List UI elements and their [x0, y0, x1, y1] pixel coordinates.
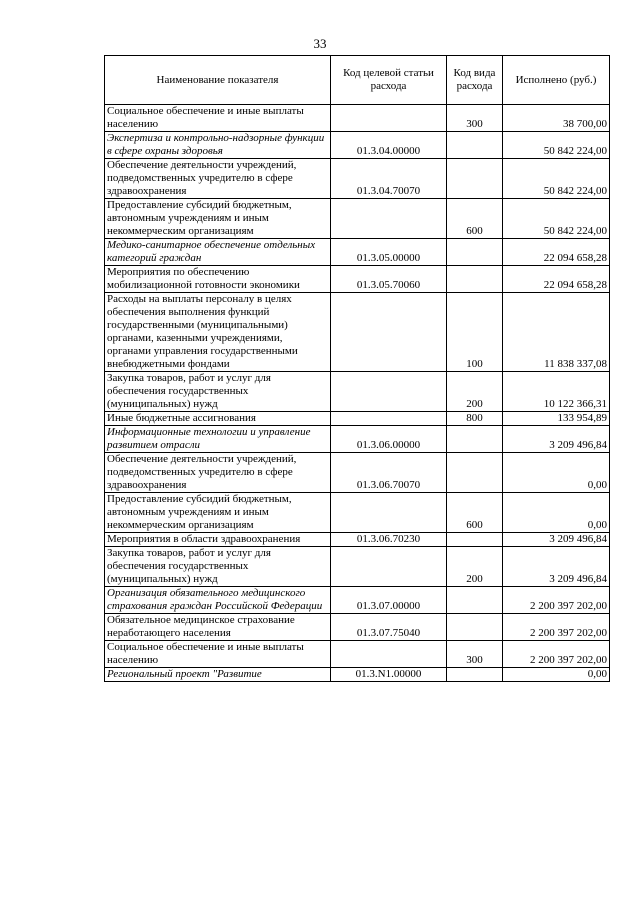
row-name: Медико-санитарное обеспечение отдельных категорий граждан	[105, 239, 331, 266]
row-name: Социальное обеспечение и иные выплаты населению	[105, 641, 331, 668]
row-expense-type: 800	[447, 412, 503, 426]
table-row	[105, 453, 610, 493]
table-row	[105, 199, 610, 239]
row-target-code: 01.3.05.70060	[331, 266, 447, 293]
header-executed: Исполнено (руб.)	[503, 56, 610, 105]
row-target-code	[331, 199, 447, 239]
row-executed-amount: 2 200 397 202,00	[503, 614, 610, 641]
row-expense-type: 200	[447, 547, 503, 587]
row-name: Закупка товаров, работ и услуг для обеспечения государственных (муниципальных) нужд	[105, 547, 331, 587]
table-row	[105, 132, 610, 159]
row-executed-amount: 11 838 337,08	[503, 293, 610, 372]
row-target-code: 01.3.06.70070	[331, 453, 447, 493]
row-target-code: 01.3.07.00000	[331, 587, 447, 614]
row-executed-amount: 3 209 496,84	[503, 547, 610, 587]
table-row	[105, 641, 610, 668]
row-name: Экспертиза и контрольно-надзорные функции в сфере охраны здоровья	[105, 132, 331, 159]
row-executed-amount: 50 842 224,00	[503, 132, 610, 159]
row-expense-type	[447, 453, 503, 493]
header-expense-type: Код вида расхода	[447, 56, 503, 105]
table-row	[105, 614, 610, 641]
row-executed-amount: 2 200 397 202,00	[503, 587, 610, 614]
header-target-code: Код целевой статьи расхода	[331, 56, 447, 105]
row-expense-type: 600	[447, 199, 503, 239]
row-executed-amount: 38 700,00	[503, 105, 610, 132]
row-name: Мероприятия по обеспечению мобилизационной готовности экономики	[105, 266, 331, 293]
row-expense-type	[447, 266, 503, 293]
table-row	[105, 493, 610, 533]
table-row	[105, 412, 610, 426]
row-name: Иные бюджетные ассигнования	[105, 412, 331, 426]
row-executed-amount: 0,00	[503, 668, 610, 682]
header-name: Наименование показателя	[105, 56, 331, 105]
row-executed-amount: 22 094 658,28	[503, 266, 610, 293]
row-executed-amount: 0,00	[503, 493, 610, 533]
row-target-code: 01.3.04.00000	[331, 132, 447, 159]
row-executed-amount: 133 954,89	[503, 412, 610, 426]
row-name: Организация обязательного медицинского страхования граждан Российской Федерации	[105, 587, 331, 614]
row-target-code	[331, 293, 447, 372]
row-name: Социальное обеспечение и иные выплаты населению	[105, 105, 331, 132]
table-row	[105, 105, 610, 132]
table-row	[105, 426, 610, 453]
row-executed-amount: 2 200 397 202,00	[503, 641, 610, 668]
table-row	[105, 159, 610, 199]
row-expense-type	[447, 132, 503, 159]
row-target-code: 01.3.06.70230	[331, 533, 447, 547]
row-name: Предоставление субсидий бюджетным, автономным учреждениям и иным некоммерческим организациям	[105, 493, 331, 533]
row-expense-type: 600	[447, 493, 503, 533]
row-name: Мероприятия в области здравоохранения	[105, 533, 331, 547]
expenditure-table	[104, 55, 610, 682]
table-row	[105, 587, 610, 614]
row-executed-amount: 0,00	[503, 453, 610, 493]
table-row	[105, 547, 610, 587]
row-name: Обязательное медицинское страхование неработающего населения	[105, 614, 331, 641]
table-row	[105, 293, 610, 372]
row-name: Информационные технологии и управление развитием отрасли	[105, 426, 331, 453]
row-expense-type	[447, 668, 503, 682]
table-body	[105, 105, 610, 682]
row-name: Расходы на выплаты персоналу в целях обеспечения выполнения функций государственными (муниципальными) органами, казенными учреждениями, органами управления государственными внебюджетными фондами	[105, 293, 331, 372]
table-header	[105, 56, 610, 105]
header-row	[105, 56, 610, 105]
row-target-code: 01.3.07.75040	[331, 614, 447, 641]
table-row	[105, 533, 610, 547]
row-target-code	[331, 547, 447, 587]
row-name: Региональный проект "Развитие	[105, 668, 331, 682]
row-expense-type	[447, 614, 503, 641]
row-executed-amount: 50 842 224,00	[503, 159, 610, 199]
row-name: Обеспечение деятельности учреждений, подведомственных учредителю в сфере здравоохранения	[105, 453, 331, 493]
row-target-code: 01.3.06.00000	[331, 426, 447, 453]
row-expense-type: 300	[447, 641, 503, 668]
row-expense-type	[447, 239, 503, 266]
table-row	[105, 266, 610, 293]
row-target-code: 01.3.04.70070	[331, 159, 447, 199]
row-target-code	[331, 105, 447, 132]
row-target-code: 01.3.N1.00000	[331, 668, 447, 682]
row-executed-amount: 3 209 496,84	[503, 533, 610, 547]
row-target-code	[331, 412, 447, 426]
row-expense-type: 300	[447, 105, 503, 132]
row-expense-type: 200	[447, 372, 503, 412]
row-target-code	[331, 493, 447, 533]
row-target-code	[331, 372, 447, 412]
row-name: Обеспечение деятельности учреждений, подведомственных учредителю в сфере здравоохранения	[105, 159, 331, 199]
page-number: 33	[313, 36, 327, 51]
row-target-code: 01.3.05.00000	[331, 239, 447, 266]
row-name: Закупка товаров, работ и услуг для обеспечения государственных (муниципальных) нужд	[105, 372, 331, 412]
row-expense-type: 100	[447, 293, 503, 372]
row-executed-amount: 3 209 496,84	[503, 426, 610, 453]
row-target-code	[331, 641, 447, 668]
row-executed-amount: 10 122 366,31	[503, 372, 610, 412]
row-expense-type	[447, 533, 503, 547]
table-row	[105, 668, 610, 682]
row-executed-amount: 50 842 224,00	[503, 199, 610, 239]
row-name: Предоставление субсидий бюджетным, автономным учреждениям и иным некоммерческим организациям	[105, 199, 331, 239]
row-expense-type	[447, 587, 503, 614]
table-row	[105, 239, 610, 266]
row-expense-type	[447, 159, 503, 199]
table-row	[105, 372, 610, 412]
row-executed-amount: 22 094 658,28	[503, 239, 610, 266]
row-expense-type	[447, 426, 503, 453]
